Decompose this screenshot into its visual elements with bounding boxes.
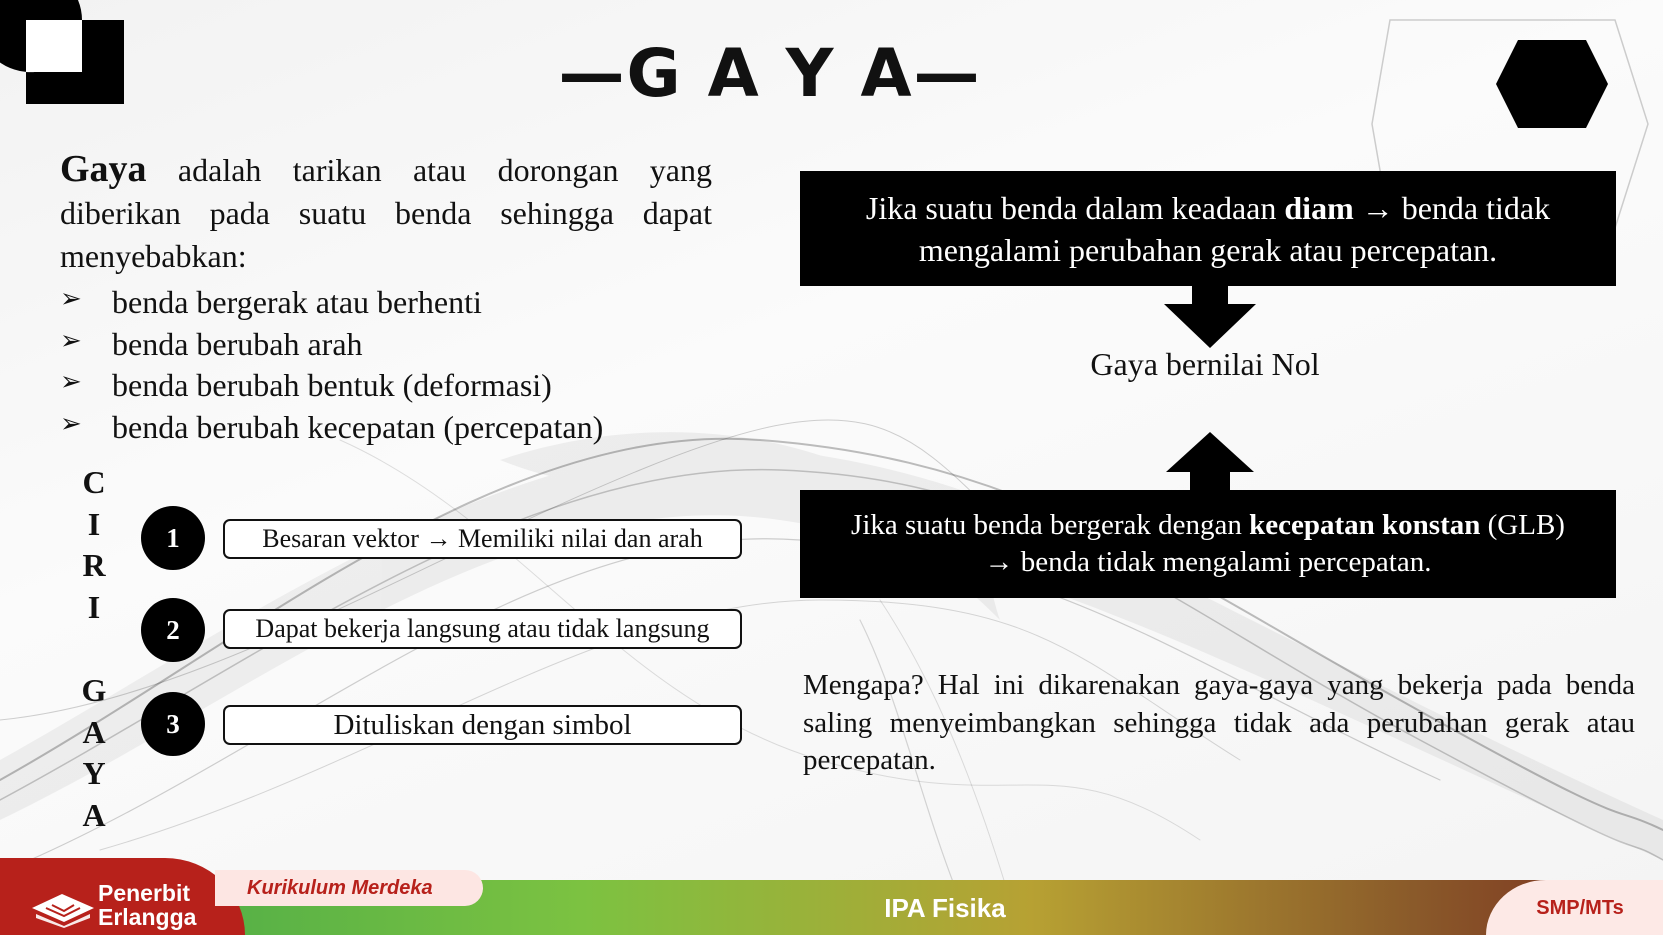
vertical-label-gaya: G A Y A xyxy=(81,672,107,833)
page-title: —G A Y A— xyxy=(558,34,982,112)
arrowhead-bullet-icon: ➢ xyxy=(60,284,82,314)
corner-decoration-icon xyxy=(0,0,130,110)
curriculum-tab: Kurikulum Merdeka xyxy=(215,870,483,906)
arrow-down-icon xyxy=(1164,286,1256,348)
definition-term: Gaya xyxy=(60,148,147,190)
erlangga-logo-icon xyxy=(32,886,94,928)
definition-text: adalah tarikan atau dorongan yang diberikan pada suatu benda sehingga dapat menyebabkan: xyxy=(60,152,712,274)
arrowhead-bullet-icon: ➢ xyxy=(60,408,82,439)
vertical-label-ciri: C I R I xyxy=(82,464,106,625)
characteristic-box: Dapat bekerja langsung atau tidak langsung xyxy=(223,609,742,649)
arrowhead-bullet-icon: ➢ xyxy=(60,325,82,356)
constant-velocity-box: Jika suatu benda bergerak dengan kecepatan konstan (GLB) → benda tidak mengalami percepatan. xyxy=(800,490,1616,598)
arrowhead-bullet-icon: ➢ xyxy=(60,367,82,397)
list-item: ➢ benda bergerak atau berhenti xyxy=(60,282,740,324)
stationary-condition-box: Jika suatu benda dalam keadaan diam → benda tidak mengalami perubahan gerak atau percepatan. xyxy=(800,171,1616,286)
list-item: ➢ benda berubah kecepatan (percepatan) xyxy=(60,407,740,449)
explanation-paragraph: Mengapa? Hal ini dikarenakan gaya-gaya yang bekerja pada benda saling menyeimbangkan sehingga tidak ada perubahan gerak atau percepatan. xyxy=(803,669,1635,776)
characteristic-box: Dituliskan dengan simbol xyxy=(223,705,742,745)
characteristic-box: Besaran vektor → Memiliki nilai dan arah xyxy=(223,519,742,559)
level-label: SMP/MTs xyxy=(1536,897,1624,919)
publisher-brand: Penerbit Erlangga xyxy=(98,880,197,930)
list-item: ➢ benda berubah arah xyxy=(60,324,740,366)
definition-paragraph xyxy=(60,148,712,278)
list-item: ➢ benda berubah bentuk (deformasi) xyxy=(60,365,740,407)
hexagon-icon xyxy=(1496,40,1608,128)
number-badge: 2 xyxy=(141,598,205,662)
arrow-up-icon xyxy=(1166,432,1254,492)
number-badge: 3 xyxy=(141,692,205,756)
result-label: Gaya bernilai Nol xyxy=(1090,346,1320,382)
number-badge: 1 xyxy=(141,506,205,570)
subject-label: IPA Fisika xyxy=(884,893,1006,923)
effects-list xyxy=(60,282,740,448)
